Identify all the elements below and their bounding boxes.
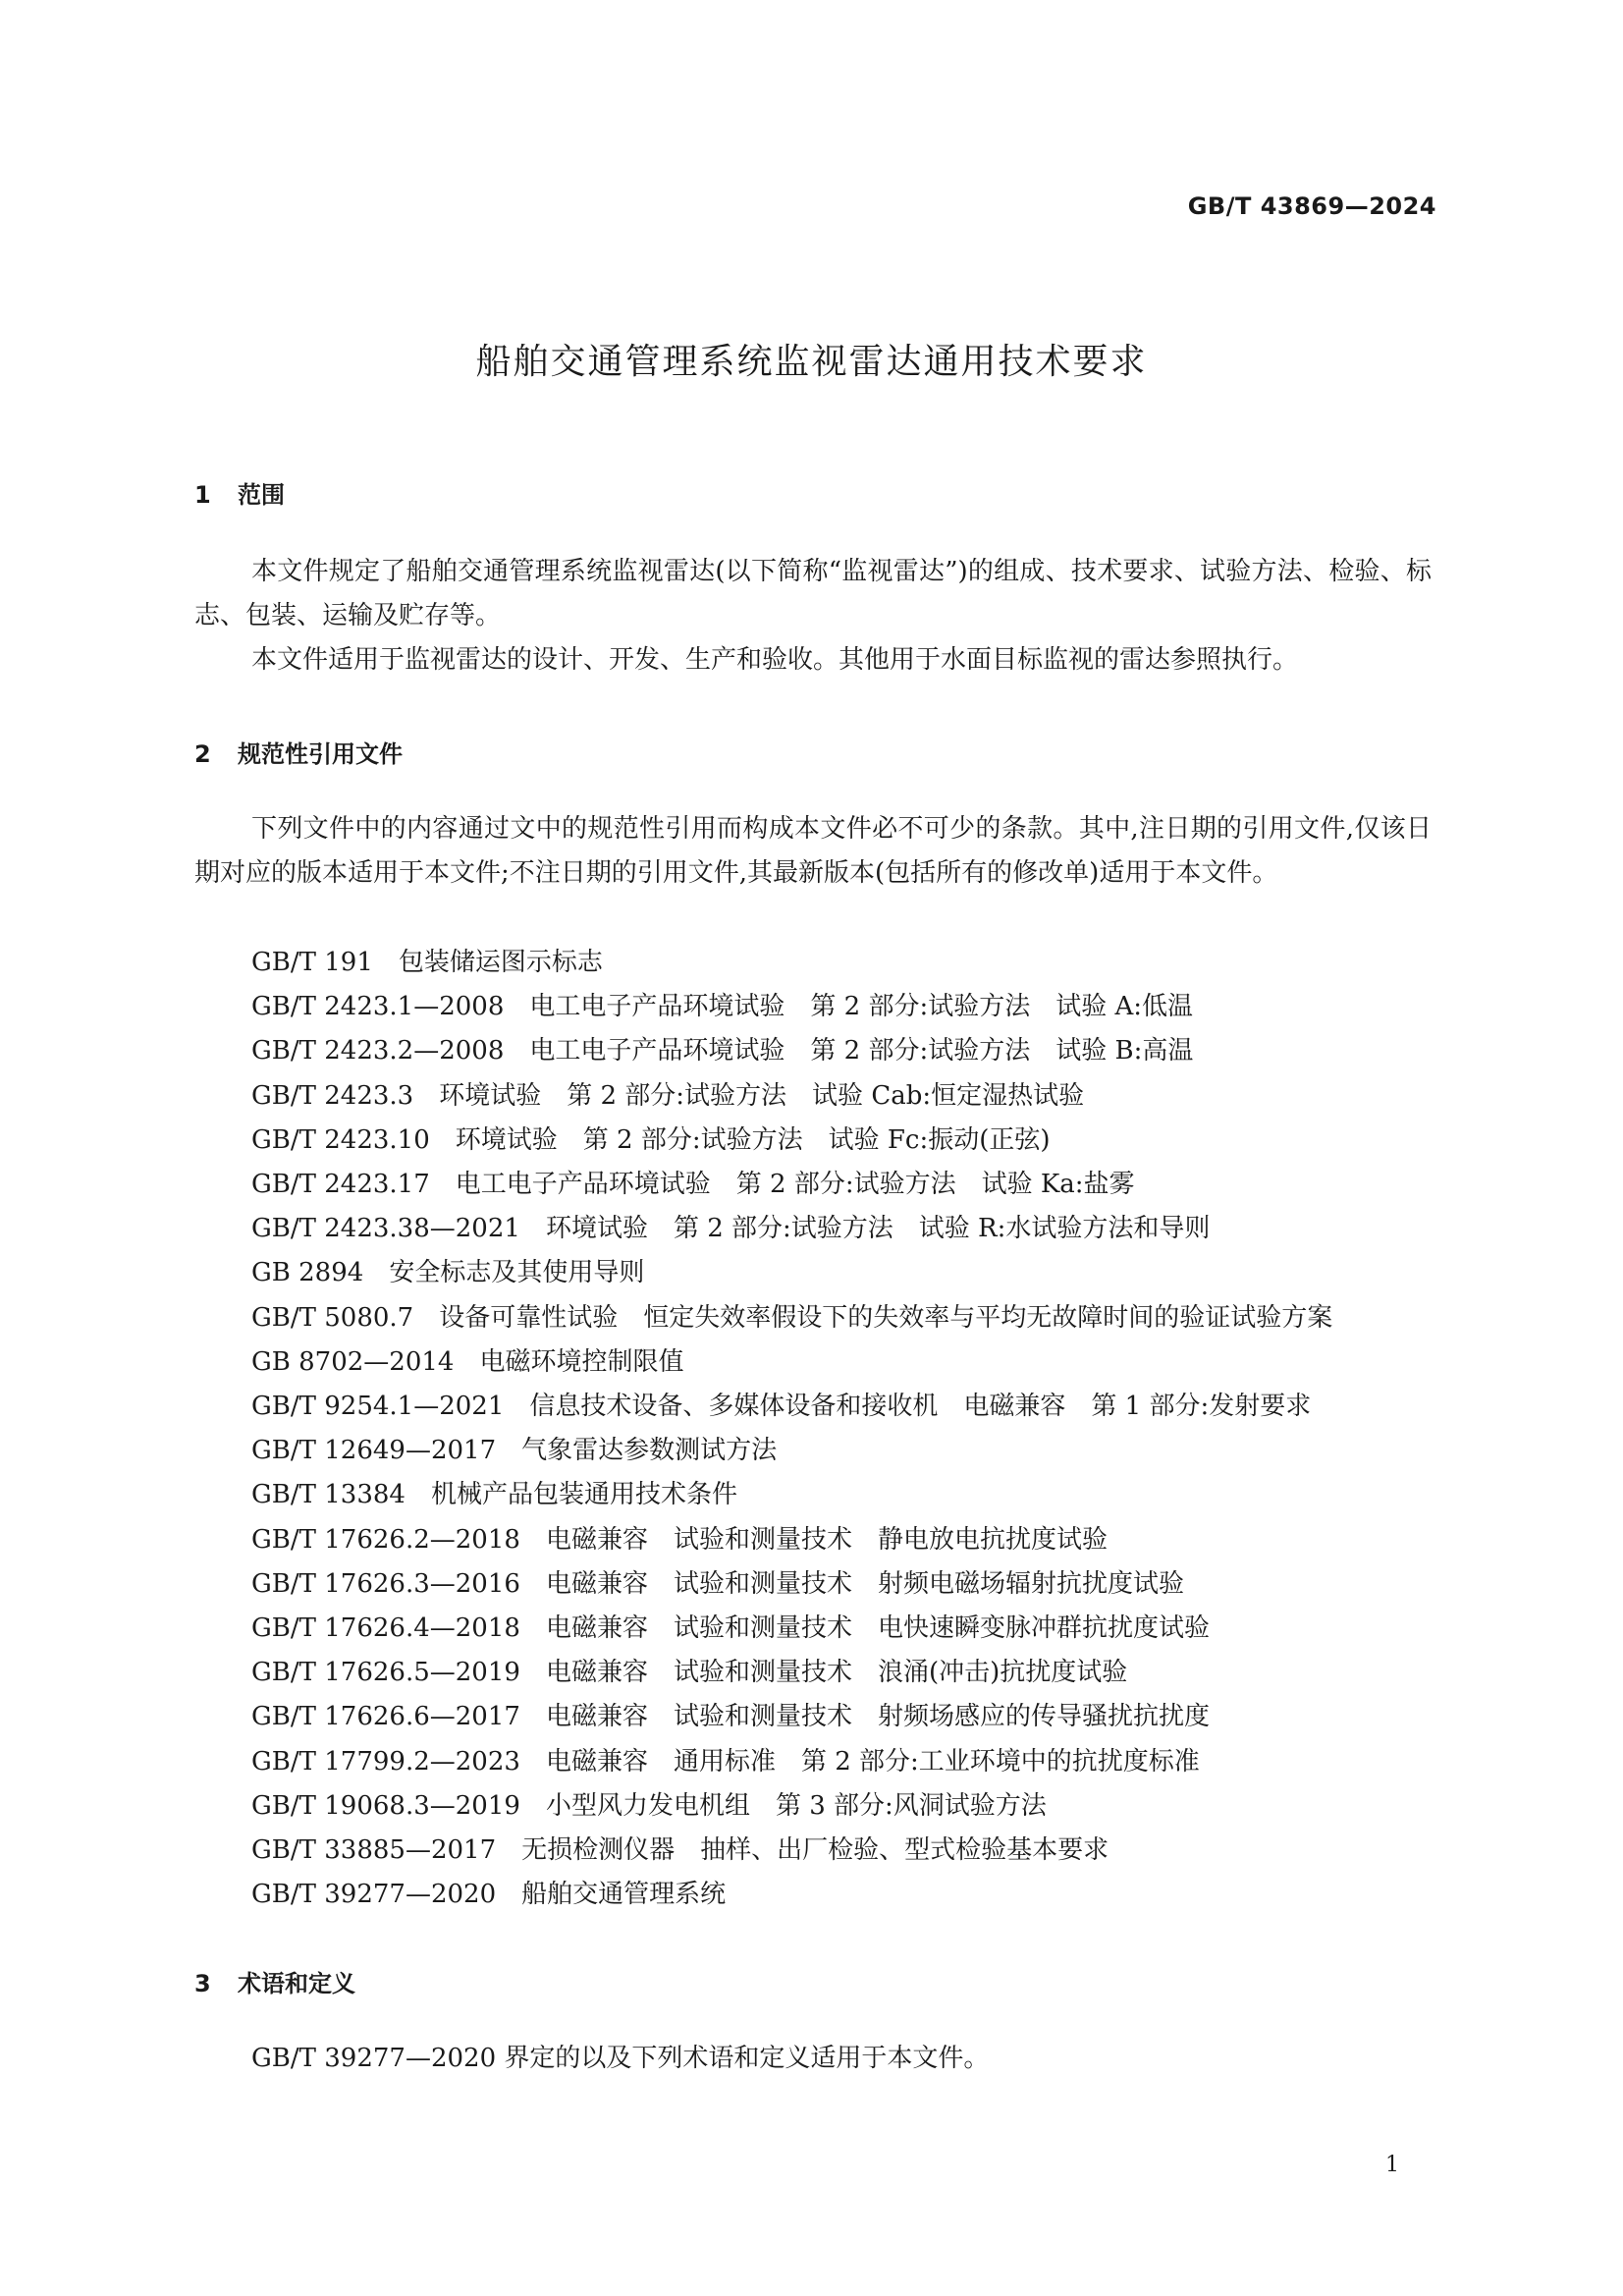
reference-code: GB 8702—2014 (251, 1346, 455, 1377)
reference-title: 小型风力发电机组 第 3 部分:风洞试验方法 (545, 1790, 1047, 1821)
reference-code: GB/T 17626.5—2019 (251, 1658, 520, 1688)
standard-number: GB/T 43869—2024 (1187, 192, 1436, 220)
reference-item (251, 1829, 1332, 1873)
reference-code: GB/T 2423.38—2021 (251, 1214, 520, 1244)
reference-item (251, 1340, 1332, 1385)
reference-item (251, 1651, 1332, 1695)
reference-title: 电工电子产品环境试验 第 2 部分:试验方法 试验 A:低温 (529, 992, 1194, 1022)
reference-title: 安全标志及其使用导则 (389, 1258, 645, 1288)
reference-title: 电磁环境控制限值 (479, 1346, 684, 1377)
section-title: 术语和定义 (238, 1970, 355, 1997)
reference-title: 包装储运图示标志 (398, 948, 603, 977)
section-title: 规范性引用文件 (238, 740, 403, 768)
section-number: 1 (194, 481, 211, 509)
reference-title: 电磁兼容 试验和测量技术 静电放电抗扰度试验 (545, 1524, 1108, 1555)
reference-item (251, 1207, 1332, 1251)
section-number: 2 (194, 740, 211, 768)
reference-title: 环境试验 第 2 部分:试验方法 试验 Fc:振动(正弦) (455, 1124, 1051, 1155)
reference-code: GB/T 12649—2017 (251, 1436, 497, 1466)
section-2-heading (194, 735, 403, 769)
section-3-heading (194, 1964, 355, 1998)
reference-code: GB/T 33885—2017 (251, 1835, 497, 1866)
reference-item (251, 1429, 1332, 1473)
reference-item (251, 1473, 1332, 1517)
reference-title: 电磁兼容 试验和测量技术 电快速瞬变脉冲群抗扰度试验 (545, 1613, 1210, 1644)
reference-code: GB/T 2423.17 (251, 1170, 430, 1200)
reference-item (251, 1251, 1332, 1295)
reference-item (251, 1518, 1332, 1562)
reference-code: GB/T 2423.1—2008 (251, 992, 505, 1022)
section-2-paragraph: 下列文件中的内容通过文中的规范性引用而构成本文件必不可少的条款。其中,注日期的引用文件,仅该日期对应的版本适用于本文件;不注日期的引用文件,其最新版本(包括所有的修改单)适用于本文件。 (194, 814, 1432, 888)
reference-item (251, 1740, 1332, 1784)
normative-references-list (251, 941, 1332, 1917)
reference-code: GB/T 17626.3—2016 (251, 1568, 520, 1599)
reference-title: 无损检测仪器 抽样、出厂检验、型式检验基本要求 (521, 1835, 1109, 1866)
reference-title: 环境试验 第 2 部分:试验方法 试验 R:水试验方法和导则 (545, 1214, 1211, 1244)
reference-code: GB/T 2423.2—2008 (251, 1036, 505, 1066)
reference-item (251, 1119, 1332, 1163)
reference-title: 船舶交通管理系统 (521, 1880, 727, 1910)
reference-title: 电磁兼容 试验和测量技术 射频电磁场辐射抗扰度试验 (545, 1568, 1184, 1599)
reference-title: 电磁兼容 试验和测量技术 浪涌(冲击)抗扰度试验 (545, 1658, 1128, 1688)
section-3-paragraph: GB/T 39277—2020 界定的以及下列术语和定义适用于本文件。 (251, 2044, 990, 2073)
reference-title: 机械产品包装通用技术条件 (430, 1480, 737, 1510)
reference-title: 电磁兼容 通用标准 第 2 部分:工业环境中的抗扰度标准 (545, 1746, 1200, 1777)
page-number: 1 (1385, 2153, 1399, 2177)
reference-item (251, 1607, 1332, 1651)
reference-item (251, 1163, 1332, 1207)
reference-code: GB 2894 (251, 1258, 364, 1288)
section-1-heading (194, 475, 285, 510)
reference-code: GB/T 9254.1—2021 (251, 1392, 505, 1422)
reference-title: 电工电子产品环境试验 第 2 部分:试验方法 试验 B:高温 (529, 1036, 1194, 1066)
reference-item (251, 1296, 1332, 1340)
reference-code: GB/T 13384 (251, 1480, 406, 1510)
reference-item (251, 1873, 1332, 1917)
reference-code: GB/T 17626.4—2018 (251, 1613, 520, 1644)
reference-title: 信息技术设备、多媒体设备和接收机 电磁兼容 第 1 部分:发射要求 (529, 1392, 1312, 1422)
reference-code: GB/T 17626.6—2017 (251, 1702, 520, 1732)
reference-title: 设备可靠性试验 恒定失效率假设下的失效率与平均无故障时间的验证试验方案 (439, 1302, 1333, 1333)
section-1-paragraph: 本文件适用于监视雷达的设计、开发、生产和验收。其他用于水面目标监视的雷达参照执行。 (251, 645, 1299, 675)
reference-code: GB/T 19068.3—2019 (251, 1790, 520, 1821)
reference-item (251, 1385, 1332, 1429)
reference-code: GB/T 17626.2—2018 (251, 1524, 520, 1555)
reference-title: 电工电子产品环境试验 第 2 部分:试验方法 试验 Ka:盐雾 (455, 1170, 1135, 1200)
reference-title: 电磁兼容 试验和测量技术 射频场感应的传导骚扰抗扰度 (545, 1702, 1210, 1732)
reference-item (251, 1074, 1332, 1119)
reference-code: GB/T 17799.2—2023 (251, 1746, 520, 1777)
reference-code: GB/T 2423.3 (251, 1080, 414, 1111)
reference-item (251, 1695, 1332, 1739)
reference-title: 气象雷达参数测试方法 (521, 1436, 778, 1466)
reference-item (251, 941, 1332, 985)
reference-item (251, 1029, 1332, 1073)
reference-item (251, 1562, 1332, 1607)
reference-title: 环境试验 第 2 部分:试验方法 试验 Cab:恒定湿热试验 (439, 1080, 1085, 1111)
section-number: 3 (194, 1970, 211, 1997)
reference-code: GB/T 2423.10 (251, 1124, 430, 1155)
reference-code: GB/T 191 (251, 948, 373, 977)
reference-code: GB/T 39277—2020 (251, 1880, 497, 1910)
section-1-paragraph: 本文件规定了船舶交通管理系统监视雷达(以下简称“监视雷达”)的组成、技术要求、试验方法、检验、标志、包装、运输及贮存等。 (194, 557, 1432, 630)
document-title: 船舶交通管理系统监视雷达通用技术要求 (475, 342, 1148, 382)
section-title: 范围 (238, 481, 285, 509)
reference-item (251, 1784, 1332, 1829)
reference-item (251, 985, 1332, 1029)
reference-code: GB/T 5080.7 (251, 1302, 414, 1333)
